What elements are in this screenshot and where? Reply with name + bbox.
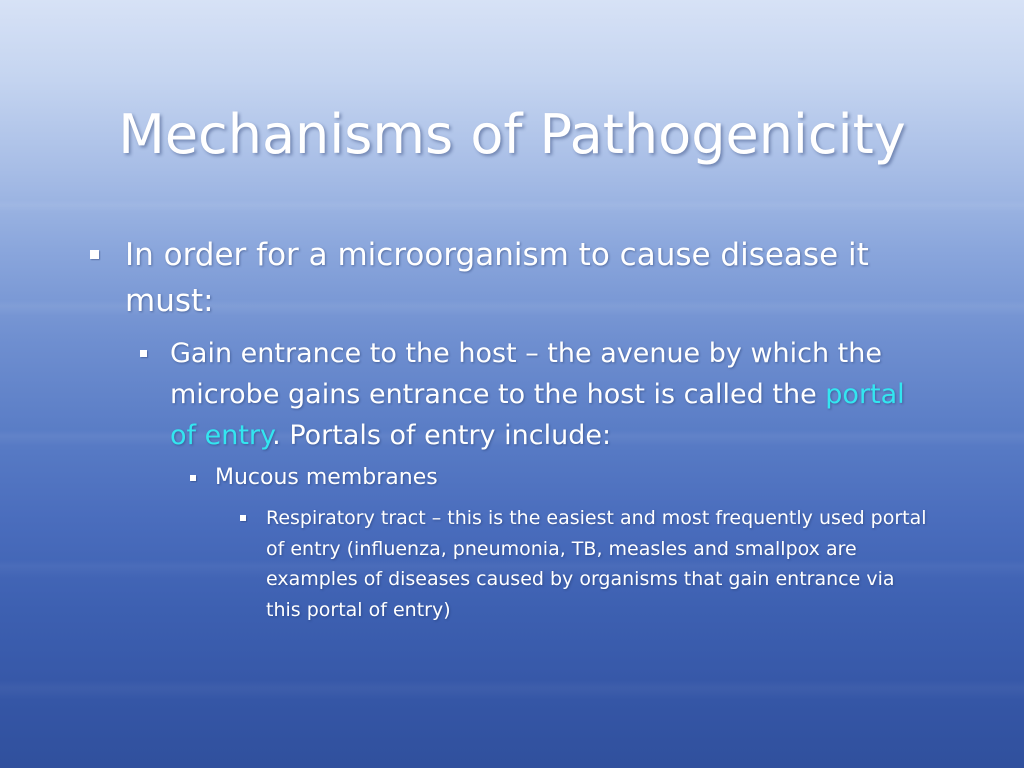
bullet-level-3-text: Mucous membranes bbox=[215, 465, 438, 490]
bullet-level-1-text: In order for a microorganism to cause disease it must: bbox=[125, 237, 869, 319]
portal-of-entry-highlight: portal of entry bbox=[170, 379, 905, 451]
bullet-level-4 bbox=[240, 503, 930, 625]
bullet-level-2-text-start: Gain entrance to the host – the avenue by which the microbe gains entrance to the host is called the bbox=[170, 338, 882, 410]
square-bullet-icon bbox=[240, 515, 246, 521]
square-bullet-icon bbox=[190, 475, 196, 481]
bullet-level-4-text: Respiratory tract – this is the easiest and most frequently used portal of entry (influenza, pneumonia, TB, measles and smallpox are examples of diseases caused by organisms that gain entrance via this portal of entry) bbox=[266, 507, 927, 621]
bullet-level-3 bbox=[190, 462, 890, 494]
bullet-level-2-text bbox=[170, 333, 920, 456]
slide-title: Mechanisms of Pathogenicity bbox=[118, 103, 906, 166]
bullet-level-1 bbox=[90, 232, 950, 324]
square-bullet-icon bbox=[140, 350, 147, 357]
bullet-level-2 bbox=[140, 333, 920, 456]
bullet-level-2-text-end: . Portals of entry include: bbox=[272, 420, 612, 451]
square-bullet-icon bbox=[90, 250, 99, 259]
